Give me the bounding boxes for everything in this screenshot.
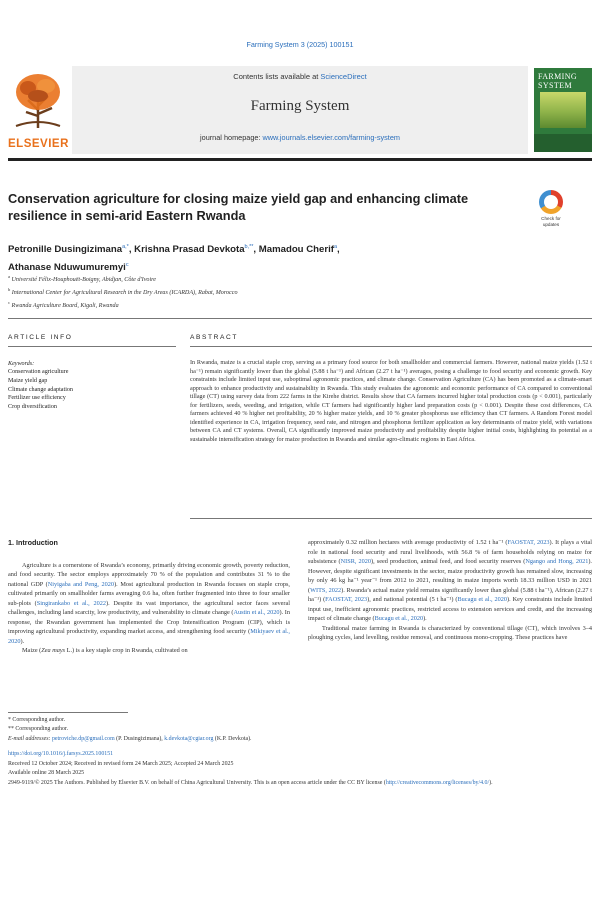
citation-link[interactable]: WITS, 2022 xyxy=(310,586,342,594)
elsevier-logo[interactable] xyxy=(8,70,68,150)
cover-title: FARMING SYSTEM xyxy=(538,72,578,90)
check-updates-label xyxy=(535,216,567,227)
abstract-divider xyxy=(190,518,592,519)
introduction-heading: 1. Introduction xyxy=(8,538,58,547)
journal-homepage-link[interactable]: www.journals.elsevier.com/farming-system xyxy=(262,133,400,142)
citation-link[interactable]: Singirankabo et al., 2022 xyxy=(36,599,106,607)
keyword-item: Conservation agriculture xyxy=(8,369,69,376)
contents-available-line xyxy=(72,72,528,81)
contents-prefix: Contents lists available at xyxy=(233,72,321,81)
check-updates-line2: updates xyxy=(542,221,560,227)
license-statement: 2949-9119/© 2025 The Authors. Published by Elsevier B.V. on behalf of China Agricultural University. This is an open access article under the CC BY license (http://creativecommons.org/licenses/by/4.0/). xyxy=(8,779,493,786)
footnote-corresponding-2: ** Corresponding author. xyxy=(8,726,69,733)
intro-paragraph-1: Agriculture is a cornerstone of Rwanda’s economy, primarily driving economic growth, poverty reduction, and food security. The sector employs approximately 70 % of the population and contributes 31 % to the national GDP (Niyigaba and Peng, 2020). Most agricultural production in Rwanda focuses on staple crops, cultivated primarily on smallholder farms averaging 0.6 ha, often further fragmented into three to four smaller sub-plots (Singirankabo et al., 2022). Despite its vast importance, the agricultural sector faces several challenges, including land scarcity, low productivity, and vulnerability to climate change (Austin et al., 2020). In response, the Rwandan government has implemented the Crop Intensification Program (CIP), which is improving agricultural productivity, expanding market access, and strengthening food security (Mikiyaev et al., 2020). xyxy=(8,561,291,645)
available-online-date: Available online 28 March 2025 xyxy=(8,770,85,777)
email-link-2[interactable]: k.devkota@cgiar.org xyxy=(164,735,214,742)
body-column-right xyxy=(308,538,592,643)
journal-title[interactable]: Farming System xyxy=(250,98,350,114)
cover-strip xyxy=(534,134,592,152)
author-affiliation-marker[interactable]: a,* xyxy=(122,244,129,250)
received-dates: Received 12 October 2024; Received in revised form 24 March 2025; Accepted 24 March 2025 xyxy=(8,760,234,767)
header-divider xyxy=(8,158,592,161)
author-name[interactable]: Petronille Dusingizimana$^{a,*}$ xyxy=(8,244,129,256)
footnote-corresponding-1: * Corresponding author. xyxy=(8,716,66,723)
keyword-item: Climate change adaptation xyxy=(8,386,73,393)
journal-header-band xyxy=(72,66,528,154)
elsevier-tree-icon xyxy=(12,70,64,130)
intro-paragraph-2: Maize (Zea mays L.) is a key staple crop in Rwanda, cultivated on xyxy=(22,647,188,655)
intro-paragraph-2-continued: approximately 0.32 million hectares with average productivity of 1.52 t ha⁻¹ (FAOSTAT, 2023). It plays a vital role in national food security and rural livelihoods, with 56.8 % of farm households relying on maize for subsistence (NISR, 2020), seed production, animal feed, and food security reserves (Ngango and Hong, 2021). However, despite significant investments in the sector, maize productivity growth has remained slow, increasing by only 46 kg ha⁻¹ year⁻¹ from 2012 to 2021, resulting in maize imports worth 18.33 million USD in 2021 (WITS, 2022). Rwanda’s actual maize yield remains significantly lower than global (5.88 t ha⁻¹), African (2.27 t ha⁻¹) (FAOSTAT, 2023), and national potential (5 t ha⁻¹) (Bucagu et al., 2020). Key constraints include limited input use, inefficient agronomic practices, restricted access to extension services and credit, and the increasing impact of climate change (Bucagu et al., 2020). xyxy=(308,539,592,623)
check-updates-line1: Check for xyxy=(541,216,561,221)
license-link[interactable]: http://creativecommons.org/licenses/by/4.0/ xyxy=(385,779,490,786)
keywords-label: Keywords: xyxy=(8,361,35,367)
cover-field-photo xyxy=(540,92,586,128)
footnote-divider xyxy=(8,712,128,713)
citation-link[interactable]: Mikiyaev et al., 2020 xyxy=(8,628,290,645)
citation-link[interactable]: Bucagu et al., 2020 xyxy=(374,615,424,623)
citation-link[interactable]: Bucagu et al., 2020 xyxy=(457,596,508,604)
abstract-text: In Rwanda, maize is a crucial staple crop, serving as a primary food source for both smallholder and commercial farmers. However, national maize yields (1.52 t ha⁻¹) remain significantly lower than the global (5.88 t ha⁻¹) and African (2.27 t ha⁻¹) averages, posing a challenge to food security and economic growth. Key constraints include limited input use, suboptimal agronomic practices, and climate change. Conservation Agriculture (CA) has been promoted as a climate-smart approach to enhance productivity and sustainability in Rwanda. This study evaluates the agronomic and economic performance of CA compared to conventional tillage (CT) using survey data from 222 farms in the Kirehe district. Results show that CA farmers incurred higher total production costs (p < 0.001), particularly for fertilizers, seeds, weeding, and irrigation, while CT farmers had significantly higher land preparation costs (p < 0.001). Despite these cost differences, CA farmers achieved 40 % higher net profitability, 20 % higher maize yields, and 10 % greater phosphorus use efficiency than CT farmers. A Random Forest model identified experience in CA, irrigation frequency, seed rate, and nitrogen and phosphorus fertilizer application as key determinants of maize yield, with variations between CA and CT systems. Overall, CA significantly improved maize productivity and profitability despite higher initial costs, highlighting its potential as a sustainable intensification strategy for maize production in Rwanda and similar agro-climatic regions in East Africa. xyxy=(190,360,592,443)
affiliation-divider xyxy=(8,318,592,319)
check-for-updates-button[interactable] xyxy=(535,190,567,230)
author-list: Petronille Dusingizimana$^{a,*}$, Krishna Prasad Devkota$^{b,**}$, Mamadou Cherif$^a$, Athanase Nduwumuremyi$^c$ xyxy=(8,244,340,273)
affiliation-item: $^a$ Université Félix-Houphouët-Boigny, Abidjan, Côte d'Ivoire xyxy=(8,274,157,284)
body-column-left xyxy=(8,538,290,656)
footnote-emails: E-mail addresses: petroviche.dp@gmail.com (P. Dusingizimana), k.devkota@cgiar.org (K.P. Devkota). xyxy=(8,735,252,742)
article-title: Conservation agriculture for closing maize yield gap and enhancing climate resilience in semi-arid Eastern Rwanda xyxy=(8,191,469,223)
author-affiliation-marker[interactable]: a xyxy=(333,244,337,250)
author-affiliation-marker[interactable]: b,** xyxy=(244,244,254,250)
journal-header xyxy=(8,66,592,154)
keyword-item: Crop diversification xyxy=(8,403,57,410)
citation-link[interactable]: Austin et al., 2020 xyxy=(233,609,280,617)
footnotes xyxy=(8,712,592,744)
abstract-heading: ABSTRACT xyxy=(190,334,592,347)
author-name[interactable]: Athanase Nduwumuremyi$^c$ xyxy=(8,261,129,273)
author-name[interactable]: Krishna Prasad Devkota$^{b,**}$ xyxy=(134,244,254,256)
citation-link[interactable]: Ngango and Hong, 2021 xyxy=(525,558,589,566)
citation-link[interactable]: FAOSTAT, 2023 xyxy=(325,596,368,604)
abstract-section xyxy=(190,334,592,444)
keyword-list xyxy=(8,368,176,411)
intro-paragraph-3: Traditional maize farming in Rwanda is characterized by conventional tillage (CT), which involves 3–4 ploughing cycles, land levelling, residue removal, and continuous mono-cropping. These practices have xyxy=(308,624,592,642)
citation-link[interactable]: NISR, 2020 xyxy=(340,558,372,566)
doi-link[interactable]: https://doi.org/10.1016/j.farsys.2025.100151 xyxy=(8,751,114,757)
citation-link[interactable]: FAOSTAT, 2023 xyxy=(507,539,550,546)
author-name[interactable]: Mamadou Cherif$^a$ xyxy=(258,244,337,256)
article-info-heading: ARTICLE INFO xyxy=(8,334,176,347)
affiliation-list xyxy=(8,272,528,311)
keyword-item: Maize yield gap xyxy=(8,378,48,384)
keyword-item: Fertilizer use efficiency xyxy=(8,395,66,402)
affiliation-item: $^b$ International Center for Agricultural Research in the Dry Areas (ICARDA), Rabat, Morocco xyxy=(8,287,238,297)
running-head[interactable]: Farming System 3 (2025) 100151 xyxy=(246,40,354,49)
affiliation-item: $^c$ Rwanda Agriculture Board, Kigali, Rwanda xyxy=(8,300,119,310)
sciencedirect-link[interactable]: ScienceDirect xyxy=(320,72,367,81)
journal-homepage-line xyxy=(72,133,528,142)
citation-link[interactable]: Niyigaba and Peng, 2020 xyxy=(47,580,115,588)
author-affiliation-marker[interactable]: c xyxy=(125,261,129,268)
homepage-prefix: journal homepage: xyxy=(200,133,263,142)
journal-cover-image[interactable] xyxy=(534,68,592,152)
article-info-section xyxy=(8,334,176,411)
check-updates-icon-center xyxy=(544,195,558,209)
article-footer xyxy=(8,750,592,788)
email-link-1[interactable]: petroviche.dp@gmail.com xyxy=(51,735,115,742)
elsevier-wordmark: ELSEVIER xyxy=(8,138,69,150)
